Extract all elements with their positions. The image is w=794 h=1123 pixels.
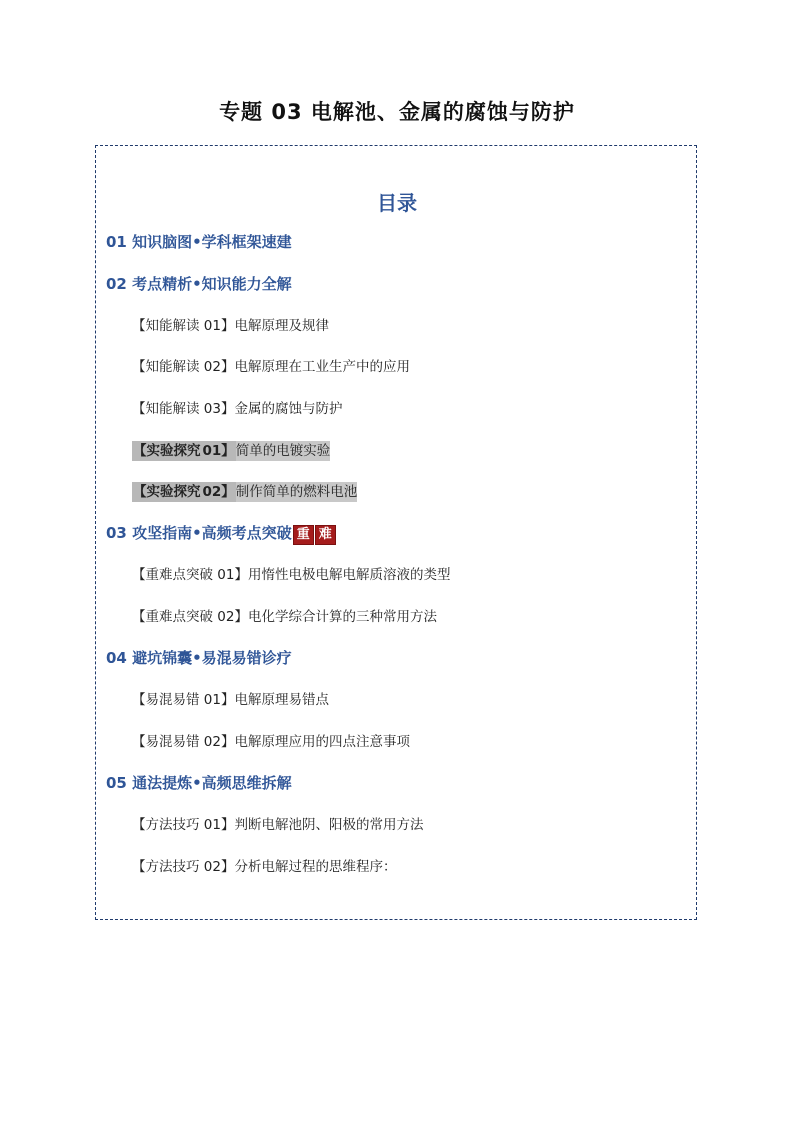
toc-section-04[interactable]: 04 避坑锦囊•易混易错诊疗 bbox=[106, 649, 292, 667]
toc-item-knowledge-02[interactable]: 【知能解读 02】电解原理在工业生产中的应用 bbox=[132, 359, 410, 375]
document-title: 专题 03 电解池、金属的腐蚀与防护 bbox=[219, 100, 575, 124]
badge-nan: 难 bbox=[315, 525, 336, 545]
experiment-01-text: 简单的电镀实验 bbox=[235, 443, 331, 459]
toc-item-experiment-01[interactable] bbox=[132, 440, 330, 462]
experiment-02-text: 制作简单的燃料电池 bbox=[235, 484, 358, 500]
toc-section-03[interactable] bbox=[106, 522, 336, 545]
toc-item-knowledge-03[interactable]: 【知能解读 03】金属的腐蚀与防护 bbox=[132, 401, 343, 417]
toc-item-key-02[interactable]: 【重难点突破 02】电化学综合计算的三种常用方法 bbox=[132, 609, 437, 625]
toc-section-02[interactable]: 02 考点精析•知识能力全解 bbox=[106, 275, 292, 293]
toc-item-experiment-02[interactable] bbox=[132, 481, 357, 503]
toc-item-key-01[interactable]: 【重难点突破 01】用惰性电极电解电解质溶液的类型 bbox=[132, 567, 451, 583]
toc-item-knowledge-01[interactable]: 【知能解读 01】电解原理及规律 bbox=[132, 318, 329, 334]
toc-section-05[interactable]: 05 通法提炼•高频思维拆解 bbox=[106, 774, 292, 792]
badge-zhong: 重 bbox=[293, 525, 314, 545]
experiment-01-prefix: 【实验探究 bbox=[133, 443, 201, 459]
difficulty-badges bbox=[293, 522, 336, 545]
toc-section-03-label: 03 攻坚指南•高频考点突破 bbox=[106, 524, 292, 542]
toc-item-pitfall-01[interactable]: 【易混易错 01】电解原理易错点 bbox=[132, 692, 329, 708]
toc-heading: 目录 bbox=[377, 191, 417, 215]
experiment-01-number: 01】 bbox=[202, 443, 235, 459]
toc-item-method-02[interactable]: 【方法技巧 02】分析电解过程的思维程序： bbox=[132, 859, 397, 875]
toc-item-pitfall-02[interactable]: 【易混易错 02】电解原理应用的四点注意事项 bbox=[132, 734, 410, 750]
experiment-02-prefix: 【实验探究 bbox=[133, 484, 201, 500]
experiment-02-number: 02】 bbox=[202, 484, 235, 500]
toc-item-method-01[interactable]: 【方法技巧 01】判断电解池阴、阳极的常用方法 bbox=[132, 817, 424, 833]
toc-section-01[interactable]: 01 知识脑图•学科框架速建 bbox=[106, 233, 292, 251]
